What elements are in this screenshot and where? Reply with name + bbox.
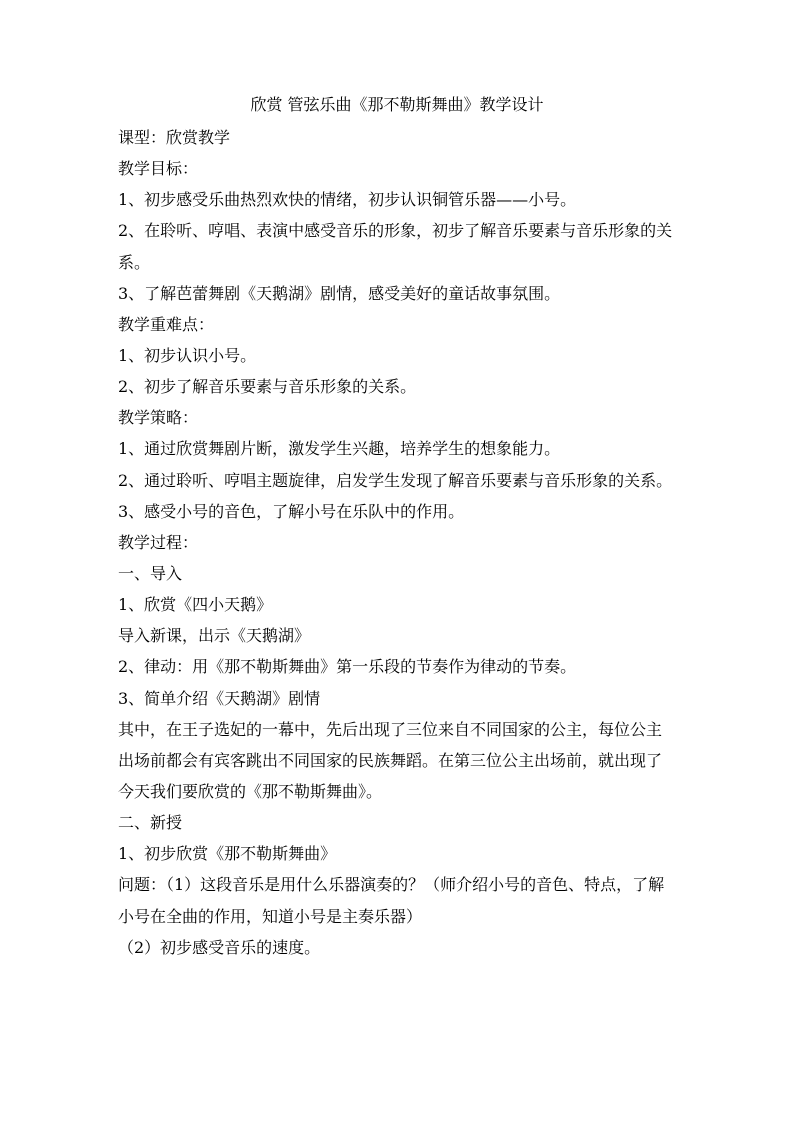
key-points-heading: 教学重难点： xyxy=(118,314,215,334)
new-lesson-line: 小号在全曲的作用，知道小号是主奏乐器） xyxy=(118,906,423,926)
new-lesson-line: （2）初步感受音乐的速度。 xyxy=(118,937,321,957)
intro-line: 2、律动：用《那不勒斯舞曲》第一乐段的节奏作为律动的节奏。 xyxy=(118,657,577,677)
strategies-heading: 教学策略： xyxy=(118,408,199,428)
document-body xyxy=(118,122,698,963)
intro-line: 1、欣赏《四小天鹅》 xyxy=(118,595,273,615)
strategies-line: 2、通过聆听、哼唱主题旋律，启发学生发现了解音乐要素与音乐形象的关系。 xyxy=(118,470,673,490)
intro-line: 导入新课，出示《天鹅湖》 xyxy=(118,626,311,646)
course-type: 课型：欣赏教学 xyxy=(118,128,231,147)
new-lesson-line: 问题：（1）这段音乐是用什么乐器演奏的？（师介绍小号的音色、特点，了解 xyxy=(118,875,665,895)
objectives-heading: 教学目标： xyxy=(118,159,199,179)
new-lesson-heading: 二、新授 xyxy=(118,813,183,833)
intro-line: 3、简单介绍《天鹅湖》剧情 xyxy=(118,688,321,708)
objectives-line: 2、在聆听、哼唱、表演中感受音乐的形象，初步了解音乐要素与音乐形象的关 xyxy=(118,221,673,241)
key-points-line: 1、初步认识小号。 xyxy=(118,345,257,365)
intro-heading: 一、导入 xyxy=(118,563,183,583)
strategies-line: 1、通过欣赏舞剧片断，激发学生兴趣，培养学生的想象能力。 xyxy=(118,439,561,459)
strategies-line: 3、感受小号的音色，了解小号在乐队中的作用。 xyxy=(118,501,465,521)
process-heading: 教学过程： xyxy=(118,532,199,552)
intro-line: 今天我们要欣赏的《那不勒斯舞曲》。 xyxy=(118,781,383,801)
intro-line: 出场前都会有宾客跳出不同国家的民族舞蹈。在第三位公主出场前，就出现了 xyxy=(118,750,663,770)
objectives-line: 系。 xyxy=(118,252,151,272)
objectives-line: 3、了解芭蕾舞剧《天鹅湖》剧情，感受美好的童话故事氛围。 xyxy=(118,283,561,303)
intro-line: 其中，在王子选妃的一幕中，先后出现了三位来自不同国家的公主，每位公主 xyxy=(118,719,663,739)
key-points-line: 2、初步了解音乐要素与音乐形象的关系。 xyxy=(118,377,417,397)
objectives-line: 1、初步感受乐曲热烈欢快的情绪，初步认识铜管乐器——小号。 xyxy=(118,190,577,210)
document-title: 欣赏 管弦乐曲《那不勒斯舞曲》教学设计 xyxy=(250,95,544,114)
new-lesson-line: 1、初步欣赏《那不勒斯舞曲》 xyxy=(118,844,337,864)
